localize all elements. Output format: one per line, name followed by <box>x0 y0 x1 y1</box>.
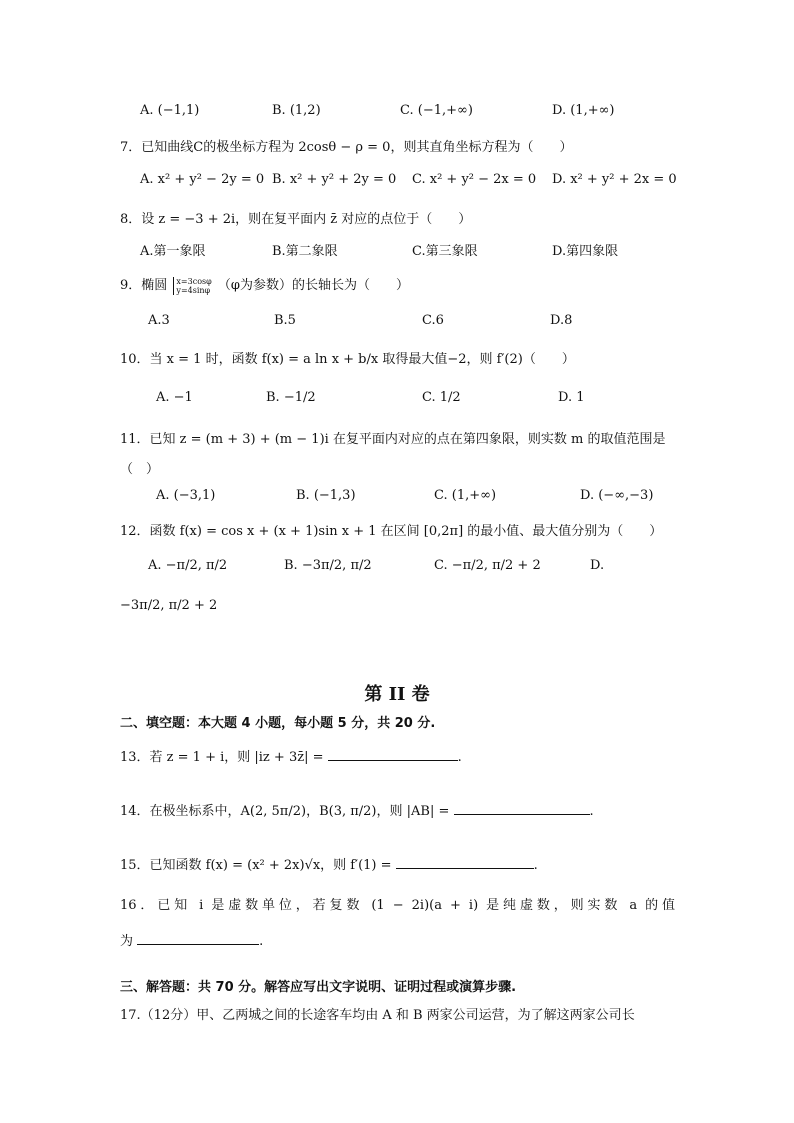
q11-stem: 11．已知 z = (m + 3) + (m − 1)i 在复平面内对应的点在第四象限，则实数 m 的取值范围是 <box>120 432 666 447</box>
q10-option-a: A. −1 <box>156 390 193 405</box>
q11-stem-cont: （ ） <box>120 462 160 477</box>
q7-option-b: B. x² + y² + 2y = 0 <box>272 172 397 187</box>
q7-options <box>140 172 700 187</box>
q6-option-a: A. (−1,1) <box>140 103 200 118</box>
q9-option-c: C.6 <box>422 313 444 328</box>
q12-option-b: B. −3π/2, π/2 <box>284 558 372 573</box>
q11-options <box>156 488 716 503</box>
q6-option-d: D. (1,+∞) <box>552 103 615 118</box>
q12-option-c: C. −π/2, π/2 + 2 <box>434 558 541 573</box>
q13: 13．若 z = 1 + i，则 |iz + 3z̄| = . <box>120 750 462 765</box>
q12-option-d-cont: −3π/2, π/2 + 2 <box>120 598 218 613</box>
q9-stem-post: （φ为参数）的长轴长为（ ） <box>217 278 409 293</box>
q8-option-b: B.第二象限 <box>272 244 338 259</box>
q7-option-d: D. x² + y² + 2x = 0 <box>552 172 677 187</box>
section3-header: 三、解答题：共 70 分。解答应写出文字说明、证明过程或演算步骤. <box>120 980 517 995</box>
q8-option-a: A.第一象限 <box>140 244 206 259</box>
q11-option-b: B. (−1,3) <box>296 488 356 503</box>
q8-option-d: D.第四象限 <box>552 244 619 259</box>
q12-option-a: A. −π/2, π/2 <box>148 558 228 573</box>
q8-option-c: C.第三象限 <box>412 244 478 259</box>
q12-options <box>148 558 708 573</box>
q10-stem: 10．当 x = 1 时，函数 f(x) = a ln x + b/x 取得最大值−2，则 f′(2)（ ） <box>120 352 575 367</box>
q9-stem-pre: 9．椭圆 <box>120 278 168 293</box>
q13-stem: 13．若 z = 1 + i，则 |iz + 3z̄| = <box>120 750 324 765</box>
q6-option-c: C. (−1,+∞) <box>400 103 473 118</box>
q16-line2-text: 为 <box>120 934 134 949</box>
q9-options <box>148 313 708 328</box>
q10-options <box>156 390 716 405</box>
q7-stem: 7．已知曲线C的极坐标方程为 2cosθ − ρ = 0，则其直角坐标方程为（ ） <box>120 140 573 155</box>
q7-option-a: A. x² + y² − 2y = 0 <box>140 172 265 187</box>
q9-option-d: D.8 <box>550 313 573 328</box>
q12-stem: 12．函数 f(x) = cos x + (x + 1)sin x + 1 在区间 [0,2π] 的最小值、最大值分别为（ ） <box>120 524 663 539</box>
q15-stem: 15．已知函数 f(x) = (x² + 2x)√x，则 f′(1) = <box>120 858 392 873</box>
q10-option-d: D. 1 <box>558 390 585 405</box>
q8-options <box>140 240 700 259</box>
q10-option-b: B. −1/2 <box>266 390 316 405</box>
q14: 14．在极坐标系中，A(2, 5π/2)，B(3, π/2)，则 |AB| = . <box>120 804 594 819</box>
q9-option-a: A.3 <box>148 313 170 328</box>
q16-line2: 为 . <box>120 934 264 949</box>
q14-stem: 14．在极坐标系中，A(2, 5π/2)，B(3, π/2)，则 |AB| = <box>120 804 450 819</box>
q11-option-d: D. (−∞,−3) <box>580 488 654 503</box>
q6-option-b: B. (1,2) <box>272 103 321 118</box>
q16-line1: 16．已知 i 是虚数单位，若复数 (1 − 2i)(a + i) 是纯虚数，则实数 a 的值 <box>120 898 675 913</box>
q11-option-a: A. (−3,1) <box>156 488 216 503</box>
q9-option-b: B.5 <box>274 313 296 328</box>
q9-sys-bot: y=4sinφ <box>176 285 211 295</box>
q7-option-c: C. x² + y² − 2x = 0 <box>412 172 537 187</box>
q12-option-d: D. <box>590 558 605 573</box>
q10-option-c: C. 1/2 <box>422 390 461 405</box>
q9-sys-top: x=3cosφ <box>176 276 212 286</box>
q9-param-system <box>173 277 211 295</box>
q17-stem: 17.（12分）甲、乙两城之间的长途客车均由 A 和 B 两家公司运营，为了解这两家公司长 <box>120 1008 635 1023</box>
q15-answer-blank <box>396 856 534 869</box>
q6-options <box>140 103 700 118</box>
q11-option-c: C. (1,+∞) <box>434 488 497 503</box>
q15: 15．已知函数 f(x) = (x² + 2x)√x，则 f′(1) = . <box>120 858 538 873</box>
q9-stem <box>120 274 409 295</box>
q16-answer-blank <box>137 932 259 945</box>
q14-answer-blank <box>454 802 590 815</box>
part2-title: 第 II 卷 <box>364 684 430 705</box>
section2-header: 二、填空题：本大题 4 小题，每小题 5 分，共 20 分. <box>120 716 436 731</box>
q8-stem: 8．设 z = −3 + 2i，则在复平面内 z̄ 对应的点位于（ ） <box>120 212 472 227</box>
q13-answer-blank <box>328 748 458 761</box>
